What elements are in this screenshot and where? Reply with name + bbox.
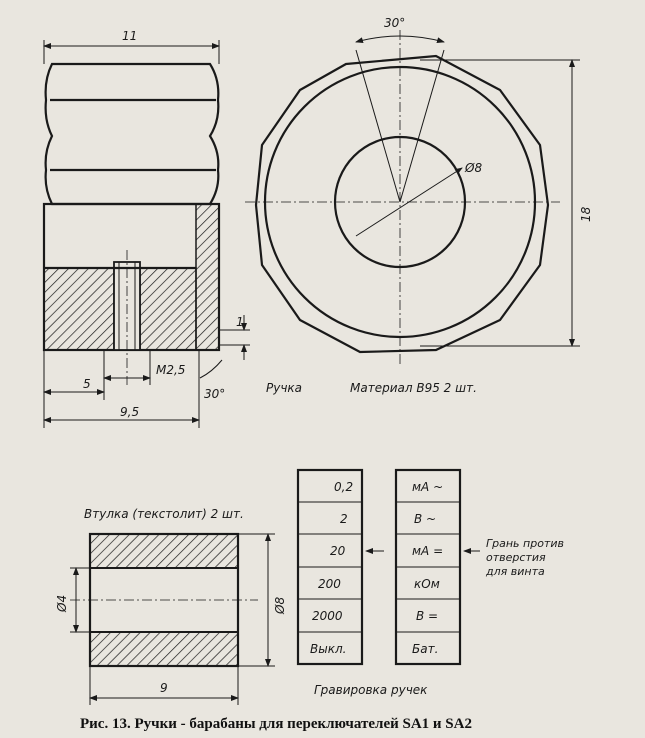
engraving-label: Гравировка ручек <box>314 683 428 697</box>
dim-angle-bottom-label: 30° <box>204 387 226 401</box>
bushing-dim-length: 9 <box>160 681 168 695</box>
engraving-right-3: кОм <box>414 577 440 591</box>
engraving-right-1: В ~ <box>414 512 437 526</box>
engraving-right-0: мА ~ <box>412 480 444 494</box>
dim-total-label: 9,5 <box>120 405 140 419</box>
engraving-left-5: Выкл. <box>310 642 347 656</box>
dim-thread-label: M2,5 <box>156 363 186 377</box>
engraving-right-4: В = <box>416 609 439 623</box>
figure-caption: Рис. 13. Ручки - барабаны для переключателей SA1 и SA2 <box>80 716 472 732</box>
bushing-drawing <box>70 534 275 705</box>
engraving-left-2: 20 <box>330 544 346 558</box>
engraving-right-2: мА = <box>412 544 444 558</box>
engraving-right-5: Бат. <box>412 642 439 656</box>
bushing-dim-inner: Ø4 <box>55 594 69 612</box>
engraving-note-line2: отверстия <box>486 551 546 564</box>
dim-offset-label: 5 <box>83 377 91 391</box>
engraving-note-line1: Грань против <box>486 537 564 550</box>
knob-side-view <box>44 40 250 428</box>
engraving-left-0: 0,2 <box>334 480 354 494</box>
dim-angle-top-label: 30° <box>384 16 406 30</box>
engraving-left-3: 200 <box>318 577 341 591</box>
bushing-title: Втулка (текстолит) 2 шт. <box>84 507 244 521</box>
bushing-dim-outer: Ø8 <box>273 596 287 614</box>
dim-width-label: 11 <box>122 29 138 43</box>
knob-material-label: Материал В95 2 шт. <box>350 381 477 395</box>
engraving-note-line3: для винта <box>486 565 545 578</box>
engraving-left-4: 2000 <box>312 609 343 623</box>
knob-label: Ручка <box>266 381 303 395</box>
engraving-table <box>298 470 480 664</box>
dim-height-label: 18 <box>579 206 593 222</box>
knob-end-view <box>245 30 580 365</box>
dim-chamfer-label: 1 <box>236 315 244 329</box>
dim-hole-label: Ø8 <box>465 161 483 175</box>
engraving-left-1: 2 <box>340 512 348 526</box>
